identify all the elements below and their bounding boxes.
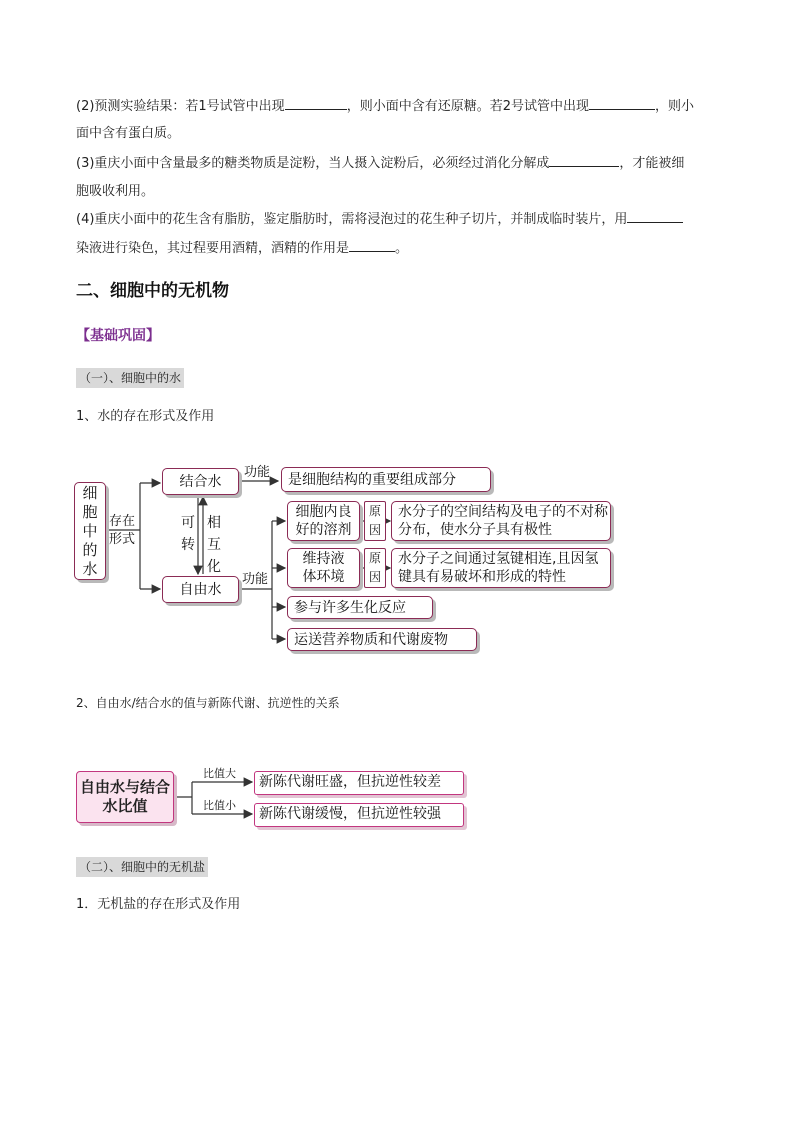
subsection-header-water: （一）、细胞中的水 [76, 368, 184, 388]
question-2-line-2: 面中含有蛋白质。 [76, 126, 181, 141]
solvent-reason-box: 水分子的空间结构及电子的不对称分布，使水分子具有极性 [391, 501, 611, 541]
environment-box: 维持液体环境 [287, 548, 360, 588]
item-water-forms: 1、水的存在形式及作用 [76, 409, 215, 424]
base-title: 【基础巩固】 [76, 328, 160, 344]
convert-right-label: 相互化 [207, 515, 221, 575]
text: ，则小 [654, 99, 694, 114]
text: (4)重庆小面中的花生含有脂肪，鉴定脂肪时，需将浸泡过的花生种子切片，并制成临时装片，用 [76, 212, 628, 227]
text: (3)重庆小面中含量最多的糖类物质是淀粉，当人摄入淀粉后，必须经过消化分解成 [76, 156, 550, 171]
solvent-box: 细胞内良好的溶剂 [287, 501, 360, 541]
function-label-top: 功能 [244, 465, 271, 480]
low-ratio-label: 比值小 [203, 799, 236, 812]
bound-water-box: 结合水 [162, 468, 239, 495]
high-ratio-result: 新陈代谢旺盛，但抗逆性较差 [254, 771, 464, 795]
text: 染液进行染色，其过程要用酒精，酒精的作用是 [76, 241, 350, 256]
text: ，才能被细 [619, 156, 685, 171]
section-title: 二、细胞中的无机物 [76, 281, 229, 301]
reason-box-1: 原因 [364, 501, 386, 541]
item-salt-forms: 1．无机盐的存在形式及作用 [76, 897, 241, 912]
reason-box-2: 原因 [364, 548, 386, 588]
subsection-header-salts: （二）、细胞中的无机盐 [76, 857, 208, 877]
exist-label: 存在形式 [109, 514, 136, 547]
high-ratio-label: 比值大 [203, 767, 236, 780]
reaction-box: 参与许多生化反应 [287, 596, 433, 619]
root-water-box: 细胞中的水 [74, 482, 106, 580]
low-ratio-result: 新陈代谢缓慢，但抗逆性较强 [254, 803, 464, 827]
bound-water-function-box: 是细胞结构的重要组成部分 [281, 467, 491, 492]
text: ，则小面中含有还原糖。若2号试管中出现 [346, 99, 589, 114]
free-water-box: 自由水 [162, 576, 239, 603]
question-3-line-2: 胞吸收利用。 [76, 184, 155, 199]
text: 。 [395, 241, 409, 256]
text: (2)预测实验结果：若1号试管中出现 [76, 99, 285, 114]
function-label-bottom: 功能 [242, 572, 269, 587]
transport-box: 运送营养物质和代谢废物 [287, 628, 477, 651]
convert-left-label: 可转 [181, 515, 195, 553]
environment-reason-box: 水分子之间通过氢键相连,且因氢键具有易破坏和形成的特性 [391, 548, 611, 588]
ratio-box: 自由水与结合水比值 [76, 771, 174, 823]
item-ratio-relation: 2、自由水/结合水的值与新陈代谢、抗逆性的关系 [76, 696, 340, 710]
